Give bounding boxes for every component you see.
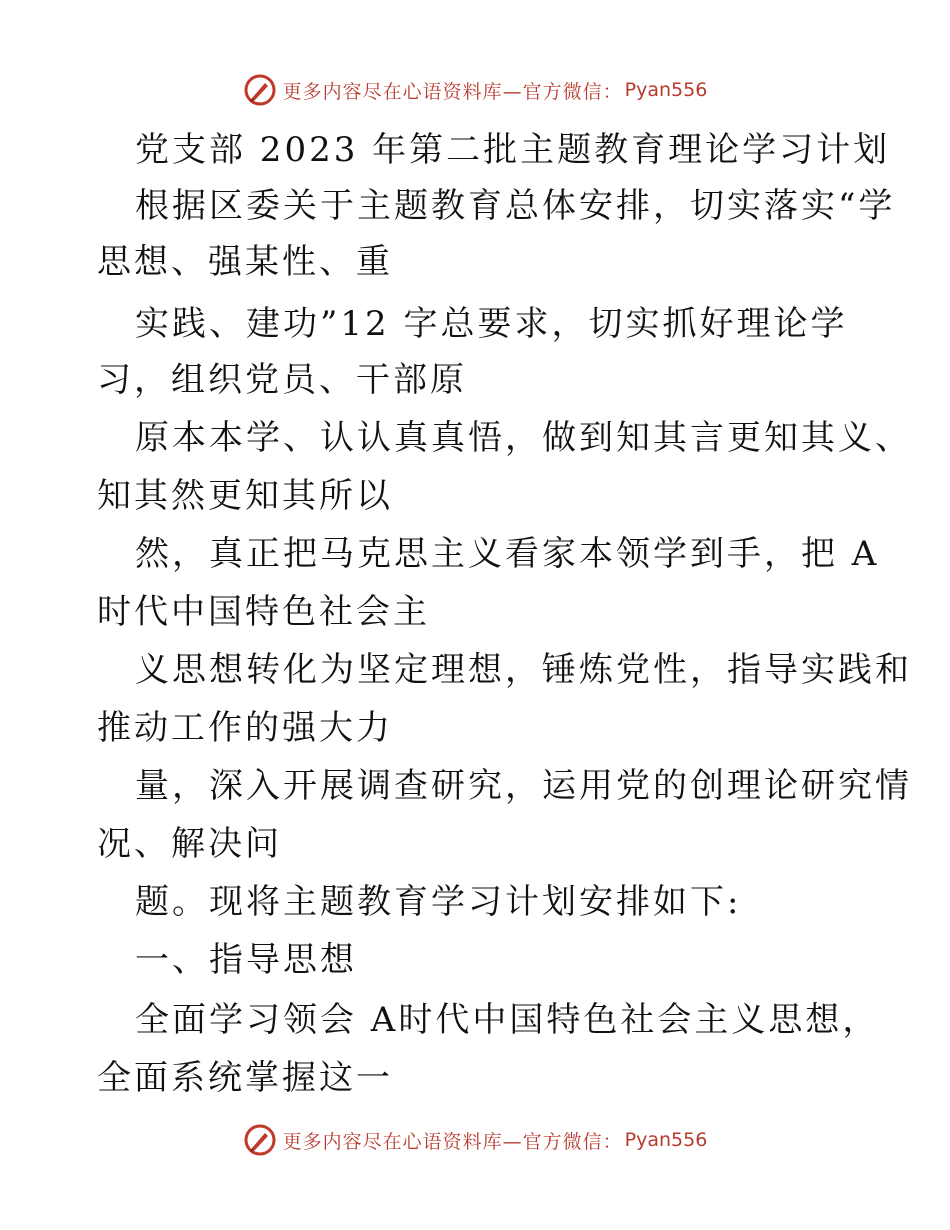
watermark-banner-bottom <box>0 1120 950 1160</box>
watermark-wechat-id: Pyan556 <box>624 79 708 101</box>
paragraph-line: 全面系统掌握这一 <box>97 1058 393 1098</box>
paragraph-line: 习，组织党员、干部原 <box>97 360 467 400</box>
paragraph-line: 题。现将主题教育学习计划安排如下: <box>135 882 742 922</box>
paragraph-line: 原本本学、认认真真悟，做到知其言更知其义、 <box>135 418 912 458</box>
paragraph-line: 知其然更知其所以 <box>97 476 393 516</box>
paragraph-line: 实践、建功”12 字总要求，切实抓好理论学 <box>135 304 848 344</box>
paragraph-line: 思想、强某性、重 <box>97 242 393 282</box>
document-title: 党支部 2023 年第二批主题教育理论学习计划 <box>135 130 891 170</box>
pen-logo-icon <box>243 1123 277 1157</box>
paragraph-line: 根据区委关于主题教育总体安排，切实落实“学 <box>135 186 896 226</box>
section-heading: 一、指导思想 <box>135 940 357 980</box>
paragraph-line: 推动工作的强大力 <box>97 708 393 748</box>
watermark-text: 更多内容尽在心语资料库—官方微信： <box>282 1130 623 1153</box>
paragraph-line: 时代中国特色社会主 <box>97 592 430 632</box>
paragraph-line: 义思想转化为坚定理想，锤炼党性，指导实践和 <box>135 650 912 690</box>
paragraph-line: 量，深入开展调查研究，运用党的创理论研究情 <box>135 766 912 806</box>
paragraph-line: 然，真正把马克思主义看家本领学到手，把 A <box>135 534 880 574</box>
paragraph-line: 况、解决问 <box>97 824 282 864</box>
pen-logo-icon <box>243 73 277 107</box>
paragraph-line: 全面学习领会 A时代中国特色社会主义思想， <box>135 1000 880 1040</box>
watermark-text: 更多内容尽在心语资料库—官方微信： <box>282 80 623 103</box>
watermark-wechat-id: Pyan556 <box>624 1129 708 1151</box>
watermark-banner-top <box>0 70 950 110</box>
